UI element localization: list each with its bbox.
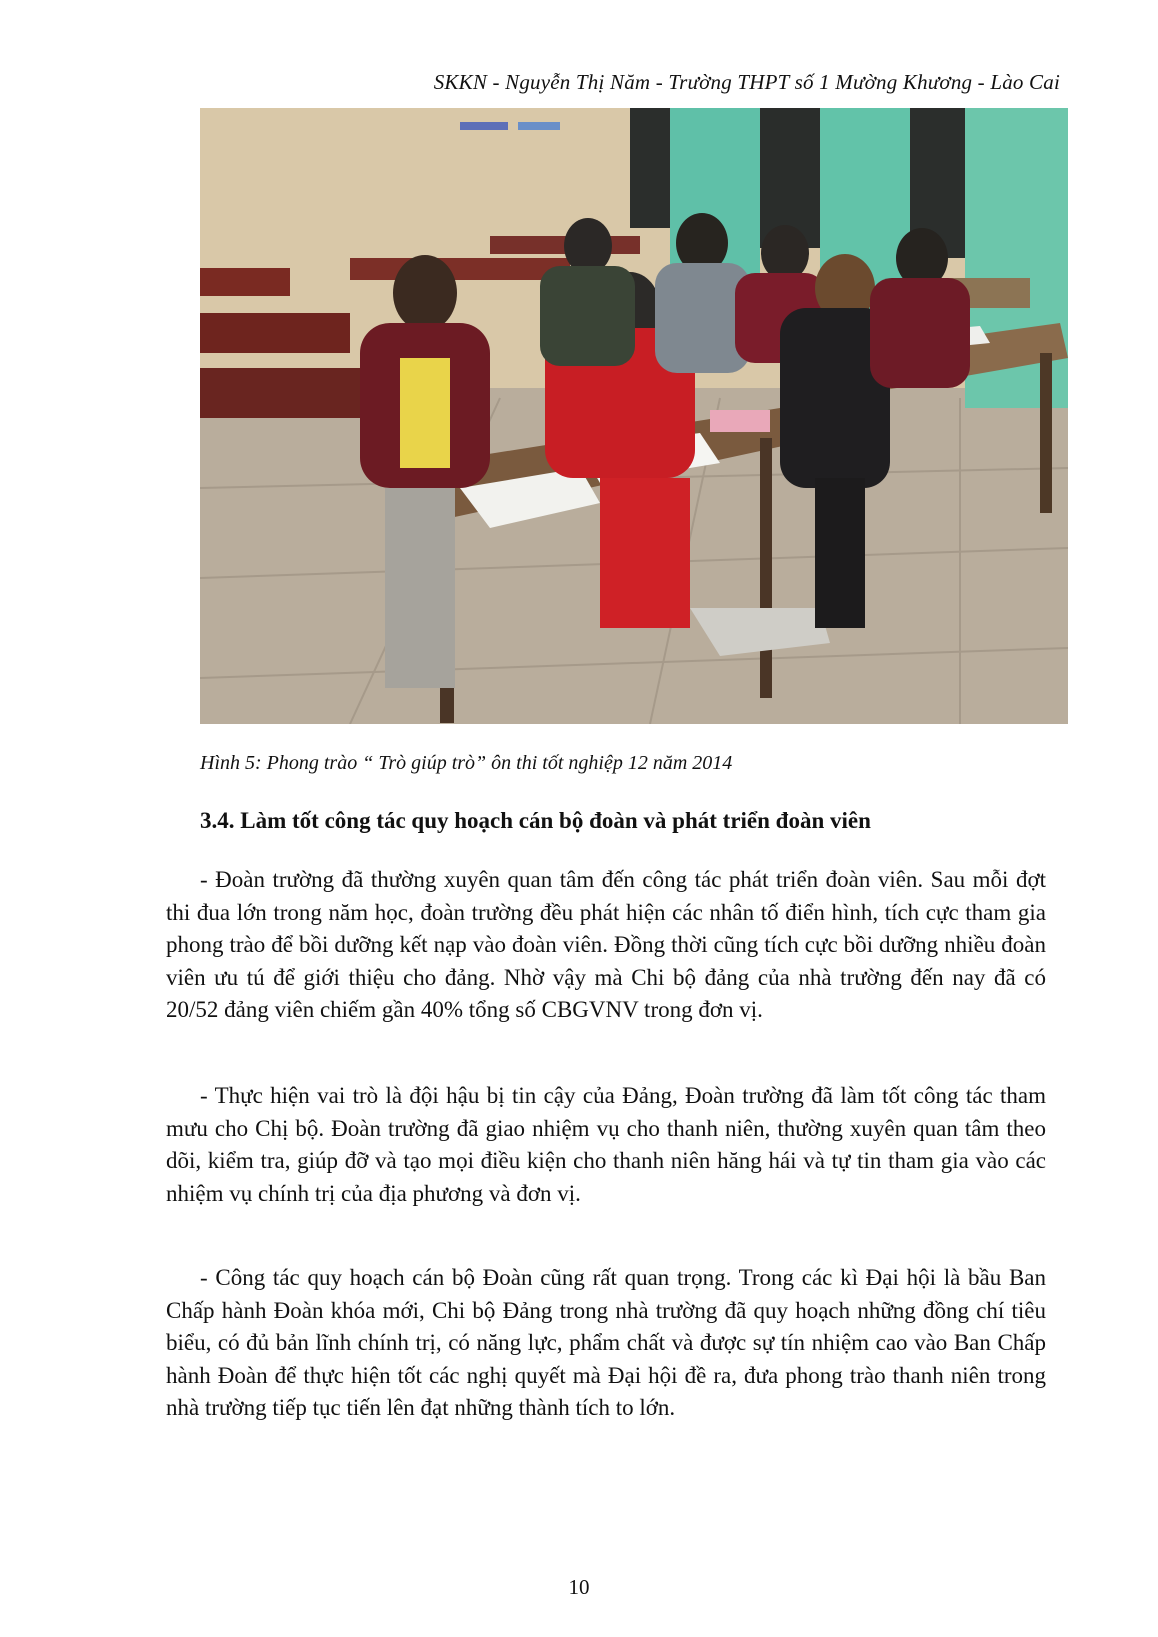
classroom-photo bbox=[200, 108, 1068, 724]
figure-caption: Hình 5: Phong trào “ Trò giúp trò” ôn thi tốt nghiệp 12 năm 2014 bbox=[200, 752, 733, 774]
page-header: SKKN - Nguyễn Thị Năm - Trường THPT số 1 Mường Khương - Lào Cai bbox=[433, 70, 1060, 94]
paragraph: - Đoàn trường đã thường xuyên quan tâm đến công tác phát triển đoàn viên. Sau mỗi đợt thi đua lớn trong năm học, đoàn trường đều phát hiện các nhân tố điển hình, tích cực tham gia phong trào để bồi dưỡng kết nạp vào đoàn viên. Đồng thời cũng tích cực bồi dưỡng nhiều đoàn viên ưu tú để giới thiệu cho đảng. Nhờ vậy mà Chi bộ đảng của nhà trường đến nay đã có 20/52 đảng viên chiếm gần 40% tổng số CBGVNV trong đơn vị. bbox=[166, 867, 1046, 1022]
paragraph: - Thực hiện vai trò là đội hậu bị tin cậy của Đảng, Đoàn trường đã làm tốt công tác tham mưu cho Chị bộ. Đoàn trường đã giao nhiệm vụ cho thanh niên, thường xuyên quan tâm theo dõi, kiểm tra, giúp đỡ và tạo mọi điều kiện cho thanh niên hăng hái và tự tin tham gia vào các nhiệm vụ chính trị của địa phương và đơn vị. bbox=[166, 1083, 1046, 1206]
paragraph: - Công tác quy hoạch cán bộ Đoàn cũng rất quan trọng. Trong các kì Đại hội là bầu Ban Chấp hành Đoàn khóa mới, Chi bộ Đảng trong nhà trường đã quy hoạch những đồng chí tiêu biểu, có đủ bản lĩnh chính trị, có năng lực, phẩm chất và được sự tín nhiệm cao vào Ban Chấp hành Đoàn để thực hiện tốt các nghị quyết mà Đại hội đề ra, đưa phong trào thanh niên trong nhà trường tiếp tục tiến lên đạt những thành tích to lớn. bbox=[166, 1265, 1046, 1420]
page-number: 10 bbox=[568, 1575, 590, 1599]
section-heading: 3.4. Làm tốt công tác quy hoạch cán bộ đoàn và phát triển đoàn viên bbox=[200, 808, 871, 833]
